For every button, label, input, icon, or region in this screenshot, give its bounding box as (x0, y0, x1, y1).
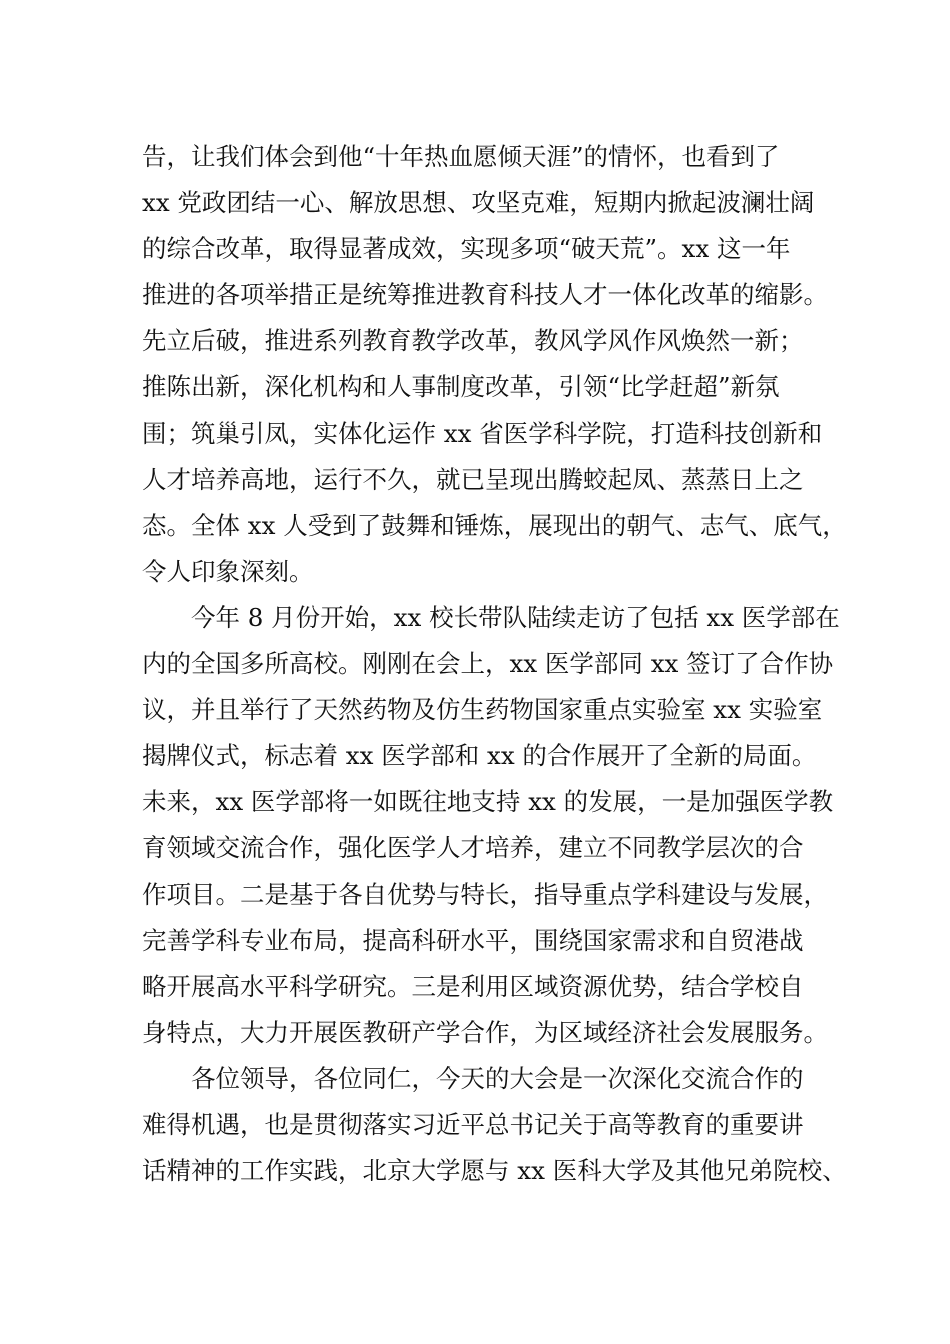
text-line: 话精神的工作实践，北京大学愿与 xx 医科大学及其他兄弟院校、 (142, 1156, 847, 1186)
paragraph-start-line: 各位领导，各位同仁，今天的大会是一次深化交流合作的 (191, 1063, 804, 1093)
paragraph-start-line: 今年 8 月份开始，xx 校长带队陆续走访了包括 xx 医学部在 (191, 602, 840, 632)
text-line: 作项目。二是基于各自优势与特长，指导重点学科建设与发展， (142, 879, 828, 909)
text-line: xx 党政团结一心、解放思想、攻坚克难，短期内掀起波澜壮阔 (142, 188, 815, 218)
text-line: 育领域交流合作，强化医学人才培养，建立不同教学层次的合 (142, 833, 804, 863)
text-line: 人才培养高地，运行不久，就已呈现出腾蛟起凤、蒸蒸日上之 (142, 464, 804, 494)
text-line: 告，让我们体会到他“十年热血愿倾天涯”的情怀，也看到了 (142, 142, 780, 171)
text-line: 令人印象深刻。 (142, 556, 314, 586)
body-text (142, 134, 847, 1194)
text-line: 议，并且举行了天然药物及仿生药物国家重点实验室 xx 实验室 (142, 695, 823, 725)
text-line: 的综合改革，取得显著成效，实现多项“破天荒”。xx 这一年 (142, 234, 791, 264)
text-line: 身特点，大力开展医教研产学合作，为区域经济社会发展服务。 (142, 1017, 828, 1047)
text-line: 揭牌仪式，标志着 xx 医学部和 xx 的合作展开了全新的局面。 (142, 741, 817, 771)
text-line: 内的全国多所高校。刚刚在会上，xx 医学部同 xx 签订了合作协 (142, 649, 834, 679)
text-line: 略开展高水平科学研究。三是利用区域资源优势，结合学校自 (142, 971, 804, 1001)
text-line: 推进的各项举措正是统筹推进教育科技人才一体化改革的缩影。 (142, 280, 828, 310)
text-line: 先立后破，推进系列教育教学改革，教风学风作风焕然一新； (142, 326, 804, 356)
text-line: 完善学科专业布局，提高科研水平，围绕国家需求和自贸港战 (142, 925, 804, 955)
text-line: 未来，xx 医学部将一如既往地支持 xx 的发展，一是加强医学教 (142, 787, 834, 817)
text-line: 推陈出新，深化机构和人事制度改革，引领“比学赶超”新氛 (142, 372, 780, 402)
text-line: 围；筑巢引凤，实体化运作 xx 省医学科学院，打造科技创新和 (142, 418, 823, 448)
text-line: 难得机遇，也是贯彻落实习近平总书记关于高等教育的重要讲 (142, 1109, 804, 1139)
text-line: 态。全体 xx 人受到了鼓舞和锤炼，展现出的朝气、志气、底气， (142, 510, 847, 540)
